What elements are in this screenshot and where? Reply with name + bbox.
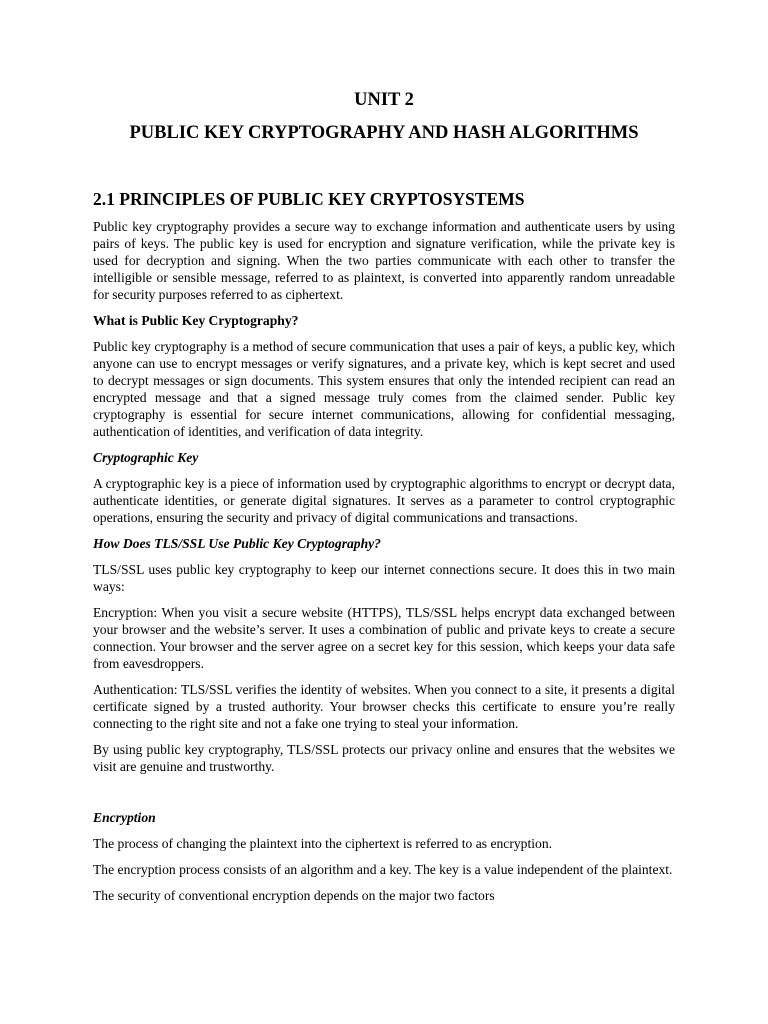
tls-paragraph-encryption: Encryption: When you visit a secure website (HTTPS), TLS/SSL helps encrypt data exchanged between your browser and the website’s server. It uses a combination of public and private keys to create a secure connection. Your browser and the server agree on a secret key for this session, which keeps your data safe from eavesdroppers. [93, 605, 675, 671]
intro-paragraph: Public key cryptography provides a secure way to exchange information and authenticate users by using pairs of keys. The public key is used for encryption and signature verification, while the private key is used for decryption and signing. When the two parties communicate with each other to transfer the intelligible or sensible message, referred to as plaintext, is converted into apparently random unreadable for security purposes referred to as ciphertext. [93, 219, 675, 302]
crypto-key-heading: Cryptographic Key [93, 450, 199, 465]
what-is-paragraph: Public key cryptography is a method of secure communication that uses a pair of keys, a public key, which anyone can use to encrypt messages or verify signatures, and a private key, which is kept secret and used to decrypt messages or sign documents. This system ensures that only the intended recipient can read an encrypted message and that a signed message truly comes from the claimed sender. Public key cryptography is essential for secure internet communications, allowing for confidential messaging, authentication of identities, and verification of data integrity. [93, 339, 675, 439]
spacer [93, 784, 675, 809]
encryption-paragraph-1: The process of changing the plaintext into the ciphertext is referred to as encryption. [93, 836, 553, 851]
encryption-paragraph-2: The encryption process consists of an algorithm and a key. The key is a value independent of the plaintext. [93, 862, 673, 877]
unit-title: UNIT 2 [354, 90, 414, 110]
document-body [93, 188, 675, 913]
what-is-heading: What is Public Key Cryptography? [93, 313, 299, 328]
crypto-key-paragraph: A cryptographic key is a piece of information used by cryptographic algorithms to encrypt or decrypt data, authenticate identities, or generate digital signatures. It serves as a parameter to control cryptographic operations, ensuring the security and privacy of digital communications and transactions. [93, 476, 675, 525]
encryption-heading: Encryption [93, 810, 156, 825]
tls-paragraph-authentication: Authentication: TLS/SSL verifies the identity of websites. When you connect to a site, it presents a digital certificate signed by a trusted authority. Your browser checks this certificate to ensure you’re really connecting to the right site and not a fake one trying to steal your information. [93, 682, 675, 731]
tls-paragraph-1: TLS/SSL uses public key cryptography to keep our internet connections secure. It does this in two main ways: [93, 562, 675, 594]
encryption-paragraph-3: The security of conventional encryption depends on the major two factors [93, 888, 495, 903]
tls-heading: How Does TLS/SSL Use Public Key Cryptography? [93, 536, 381, 551]
tls-paragraph-summary: By using public key cryptography, TLS/SSL protects our privacy online and ensures that the websites we visit are genuine and trustworthy. [93, 742, 675, 774]
section-heading: 2.1 PRINCIPLES OF PUBLIC KEY CRYPTOSYSTEMS [93, 189, 525, 209]
document-title: PUBLIC KEY CRYPTOGRAPHY AND HASH ALGORITHMS [129, 123, 639, 143]
